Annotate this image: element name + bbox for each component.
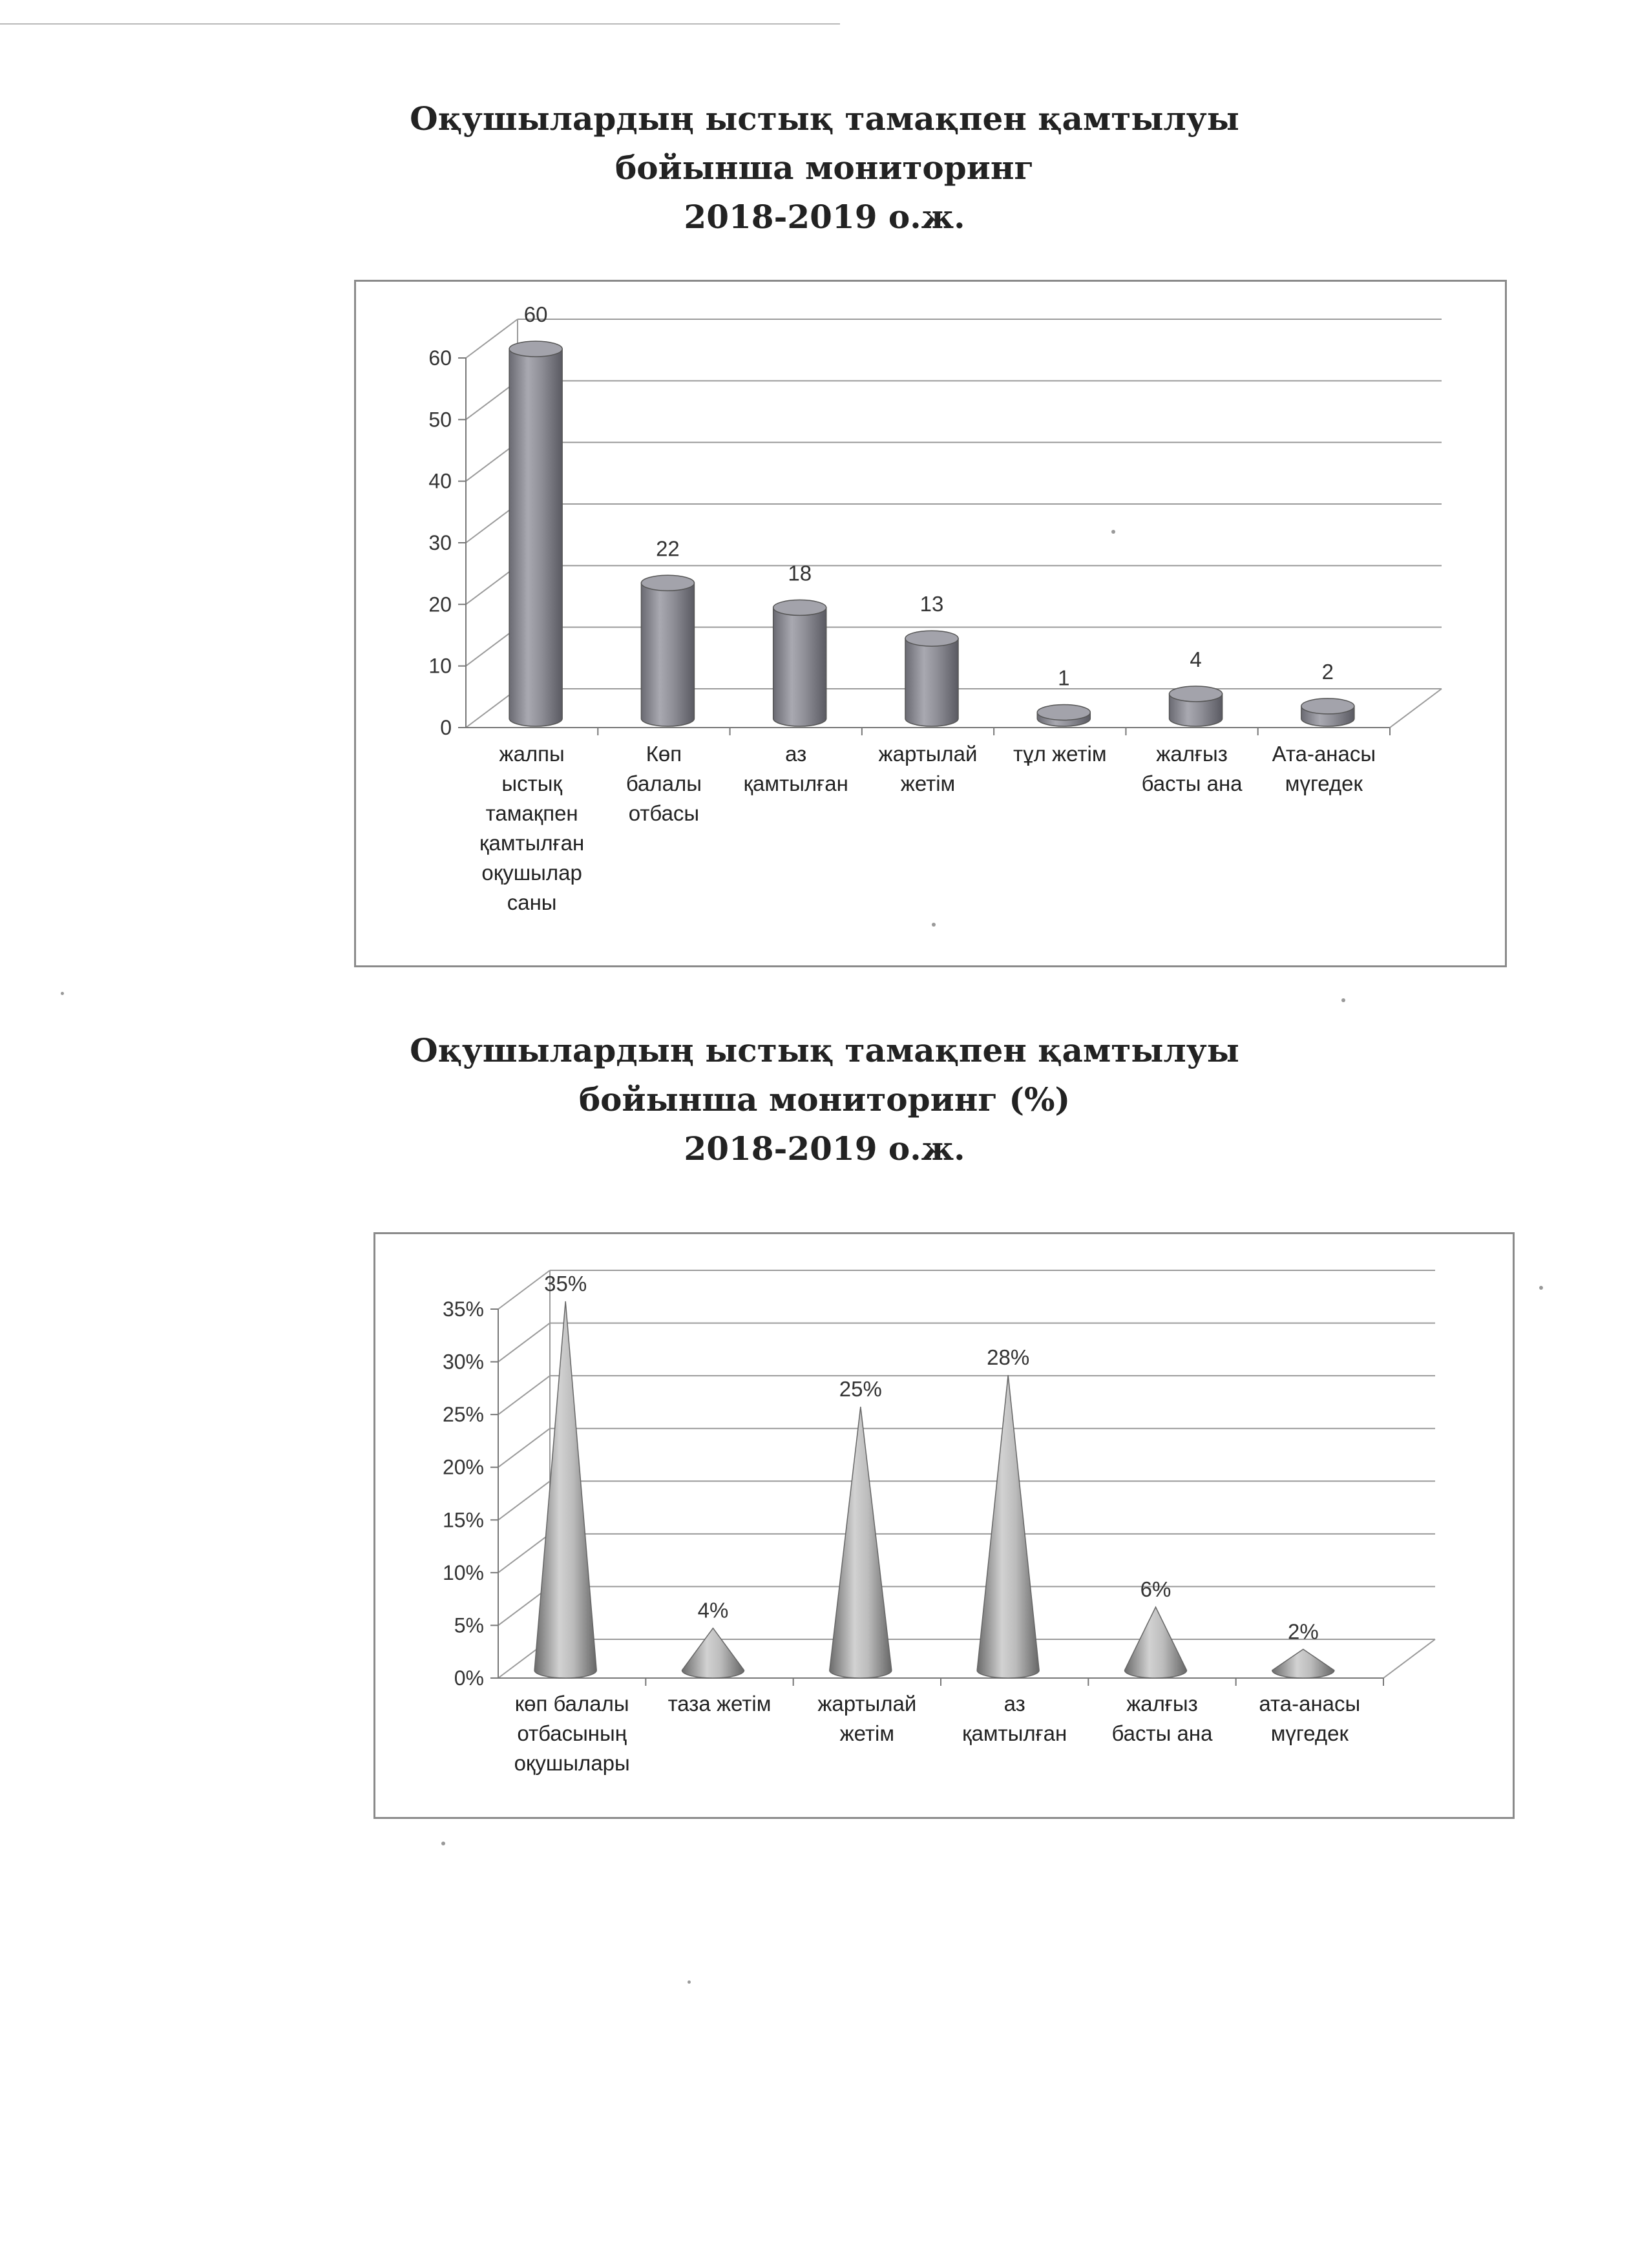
bar-cylinder-top <box>1037 704 1090 720</box>
scan-speck <box>1111 530 1115 534</box>
scan-speck <box>932 923 936 927</box>
x-category-label <box>646 1689 793 1719</box>
x-category-label-line: аз <box>1003 1692 1025 1716</box>
bar-cylinder-top <box>773 600 826 615</box>
bar-cone <box>830 1407 892 1678</box>
x-category-label-line: мүгедек <box>1270 1721 1349 1745</box>
scan-speck <box>61 992 64 995</box>
chart1-title-line-3: 2018-2019 о.ж. <box>684 198 965 236</box>
x-category-label-line: оқушылары <box>514 1751 630 1775</box>
x-category-label-line: қамтылған <box>962 1721 1067 1745</box>
x-category-label-line: отбасы <box>628 801 700 825</box>
chart2-frame <box>373 1232 1515 1819</box>
data-label: 13 <box>919 592 944 616</box>
bar-cone <box>534 1301 596 1678</box>
data-label: 2 <box>1321 659 1334 684</box>
x-category-label-line: балалы <box>625 772 702 795</box>
bar-cone <box>682 1628 744 1678</box>
x-category-label-line: тұл жетім <box>1013 742 1107 766</box>
y-tick-label: 50 <box>428 408 452 432</box>
gridline-diagonal <box>498 1323 550 1362</box>
data-label: 22 <box>656 536 680 561</box>
x-category-label-line: ата-анасы <box>1259 1692 1361 1716</box>
y-tick-label: 60 <box>428 346 452 370</box>
y-tick-label: 15% <box>442 1508 484 1532</box>
x-category-label-line: Ата-анасы <box>1272 742 1376 766</box>
x-category-label-line: көп балалы <box>514 1692 629 1716</box>
x-category-label-line: басты ана <box>1141 772 1243 795</box>
bar-cylinder-top <box>1301 698 1354 714</box>
x-category-label-line: аз <box>785 742 807 766</box>
gridline-diagonal <box>498 1429 550 1467</box>
x-category-label-line: қамтылған <box>479 831 585 855</box>
x-category-label-line: жетім <box>839 1721 895 1745</box>
x-category-label <box>994 739 1126 769</box>
x-category-label <box>1236 1689 1383 1748</box>
x-category-label-line: мүгедек <box>1285 772 1363 795</box>
chart1-frame <box>354 280 1507 967</box>
scan-speck <box>688 1980 691 1984</box>
x-category-label-line: Көп <box>646 742 682 766</box>
x-category-label <box>941 1689 1088 1748</box>
x-category-label-line: отбасының <box>517 1721 627 1745</box>
x-category-label <box>1258 739 1390 799</box>
x-category-label-line: таза жетім <box>667 1692 772 1716</box>
scan-speck <box>1539 1286 1543 1290</box>
gridline-diagonal <box>498 1376 550 1414</box>
x-category-label <box>466 739 598 918</box>
bar-cylinder-top <box>509 341 562 357</box>
x-category-label-line: оқушылар <box>481 861 582 885</box>
data-label: 35% <box>544 1272 587 1296</box>
x-category-label-line: жетім <box>900 772 956 795</box>
x-category-label <box>793 1689 941 1748</box>
y-tick-label: 20% <box>442 1455 484 1479</box>
scan-speck <box>441 1842 445 1845</box>
y-tick-label: 10% <box>442 1560 484 1584</box>
bar-cone <box>1125 1607 1187 1678</box>
y-tick-label: 40 <box>428 469 452 493</box>
scan-speck <box>1341 998 1345 1002</box>
x-category-label <box>498 1689 646 1778</box>
data-label: 2% <box>1287 1619 1319 1644</box>
y-tick-label: 30% <box>442 1350 484 1374</box>
x-category-label-line: тамақпен <box>485 801 578 825</box>
scan-edge-line <box>0 23 840 25</box>
y-tick-label: 0 <box>440 716 452 739</box>
data-label: 28% <box>987 1345 1030 1370</box>
gridline-diagonal <box>498 1481 550 1520</box>
x-category-label-line: жалпы <box>499 742 565 766</box>
bar-cylinder <box>509 349 562 726</box>
bar-cone <box>1272 1649 1334 1678</box>
bar-cylinder <box>641 583 694 726</box>
y-tick-label: 10 <box>428 654 452 678</box>
chart2-title-line-2: бойынша мониторинг (%) <box>578 1080 1071 1118</box>
data-label: 1 <box>1058 666 1070 690</box>
y-tick-label: 20 <box>428 593 452 616</box>
y-tick-label: 30 <box>428 531 452 554</box>
bar-cylinder <box>905 638 958 726</box>
x-category-label-line: басты ана <box>1111 1721 1213 1745</box>
floor-edge <box>1383 1639 1435 1678</box>
chart1-title <box>0 94 1649 242</box>
bar-cylinder-top <box>641 575 694 591</box>
gridline-diagonal <box>498 1270 550 1309</box>
x-category-label-line: саны <box>507 890 557 914</box>
y-tick-label: 0% <box>454 1666 484 1690</box>
data-label: 4% <box>697 1598 729 1622</box>
x-category-label <box>1088 1689 1235 1748</box>
data-label: 25% <box>839 1377 882 1402</box>
y-tick-label: 5% <box>454 1613 484 1637</box>
data-label: 4 <box>1190 647 1202 671</box>
bar-cone <box>977 1375 1039 1678</box>
floor-edge <box>1390 689 1442 728</box>
bar-cylinder-top <box>1170 686 1223 702</box>
gridline-diagonal <box>498 1534 550 1573</box>
x-category-label-line: жартылай <box>878 742 978 766</box>
x-category-label-line: ыстық <box>501 772 562 795</box>
x-category-label-line: қамтылған <box>743 772 848 795</box>
x-category-label-line: жалғыз <box>1126 1692 1198 1716</box>
chart2-title-line-3: 2018-2019 о.ж. <box>684 1129 965 1168</box>
chart1-title-line-1: Оқушылардың ыстық тамақпен қамтылуы <box>410 100 1239 138</box>
x-category-label <box>730 739 862 799</box>
y-tick-label: 25% <box>442 1403 484 1427</box>
chart1-title-line-2: бойынша мониторинг <box>614 149 1035 187</box>
data-label: 6% <box>1140 1577 1171 1602</box>
data-label: 60 <box>523 302 548 326</box>
x-category-label <box>1126 739 1257 799</box>
chart2-title-line-1: Оқушылардың ыстық тамақпен қамтылуы <box>410 1031 1239 1069</box>
bar-cylinder-top <box>905 631 958 646</box>
data-label: 18 <box>788 561 812 585</box>
x-category-label <box>598 739 730 828</box>
bar-cylinder <box>773 607 826 726</box>
x-category-label-line: жартылай <box>817 1692 917 1716</box>
x-category-label <box>862 739 994 799</box>
x-category-label-line: жалғыз <box>1156 742 1228 766</box>
y-tick-label: 35% <box>442 1297 484 1321</box>
chart2-title <box>0 1026 1649 1173</box>
